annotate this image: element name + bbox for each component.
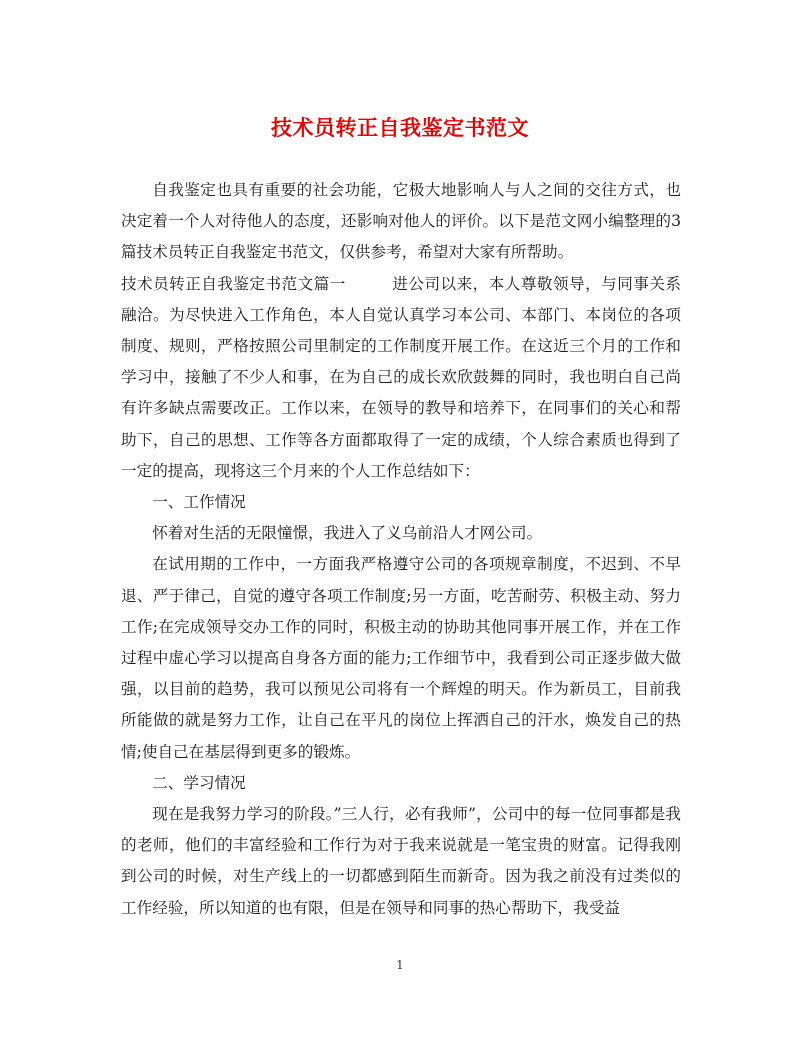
section2-paragraph-1: 现在是我努力学习的阶段。”三人行，必有我师”，公司中的每一位同事都是我的老师，他们的丰富经验和工作行为对于我来说就是一笔宝贵的财富。记得我刚到公司的时候，对生产线上的一切都感到陌生而新奇。因为我之前没有过类似的工作经验，所以知道的也有限，但是在领导和同事的热心帮助下，我受益 xyxy=(121,805,681,917)
section-heading-study: 二、学习情况 xyxy=(152,773,246,792)
section1-paragraph-1: 怀着对生活的无限憧憬，我进入了义乌前沿人才网公司。 xyxy=(152,524,543,543)
article-opening-paragraph xyxy=(121,269,681,487)
document-title: 技术员转正自我鉴定书范文 xyxy=(271,115,529,140)
intro-paragraph: 自我鉴定也具有重要的社会功能，它极大地影响人与人之间的交往方式，也决定着一个人对待他人的态度，还影响对他人的评价。以下是范文网小编整理的3篇技术员转正自我鉴定书范文，仅供参考，希望对大家有所帮助。 xyxy=(121,181,681,262)
article-opening-text: 进公司以来，本人尊敬领导，与同事关系融洽。为尽快进入工作角色，本人自觉认真学习本公司、本部门、本岗位的各项制度、规则，严格按照公司里制定的工作制度开展工作。在这近三个月的工作和学习中，接触了不少人和事，在为自己的成长欢欣鼓舞的同时，我也明白自己尚有许多缺点需要改正。工作以来，在领导的教导和培养下，在同事们的关心和帮助下，自己的思想、工作等各方面都取得了一定的成绩，个人综合素质也得到了一定的提高，现将这三个月来的个人工作总结如下： xyxy=(121,274,681,480)
document-body xyxy=(121,175,681,924)
section-heading-work: 一、工作情况 xyxy=(152,493,246,512)
article-label: 技术员转正自我鉴定书范文篇一 xyxy=(121,274,346,293)
page-number: 1 xyxy=(396,958,404,972)
section1-paragraph-2: 在试用期的工作中，一方面我严格遵守公司的各项规章制度，不迟到、不早退、严于律己，自觉的遵守各项工作制度;另一方面，吃苦耐劳、积极主动、努力工作;在完成领导交办工作的同时，积极主动的协助其他同事开展工作，并在工作过程中虚心学习以提高自身各方面的能力;工作细节中，我看到公司正逐步做大做强，以目前的趋势，我可以预见公司将有一个辉煌的明天。作为新员工，目前我所能做的就是努力工作，让自己在平凡的岗位上挥洒自己的汗水，焕发自己的热情;使自己在基层得到更多的锻炼。 xyxy=(121,555,681,761)
